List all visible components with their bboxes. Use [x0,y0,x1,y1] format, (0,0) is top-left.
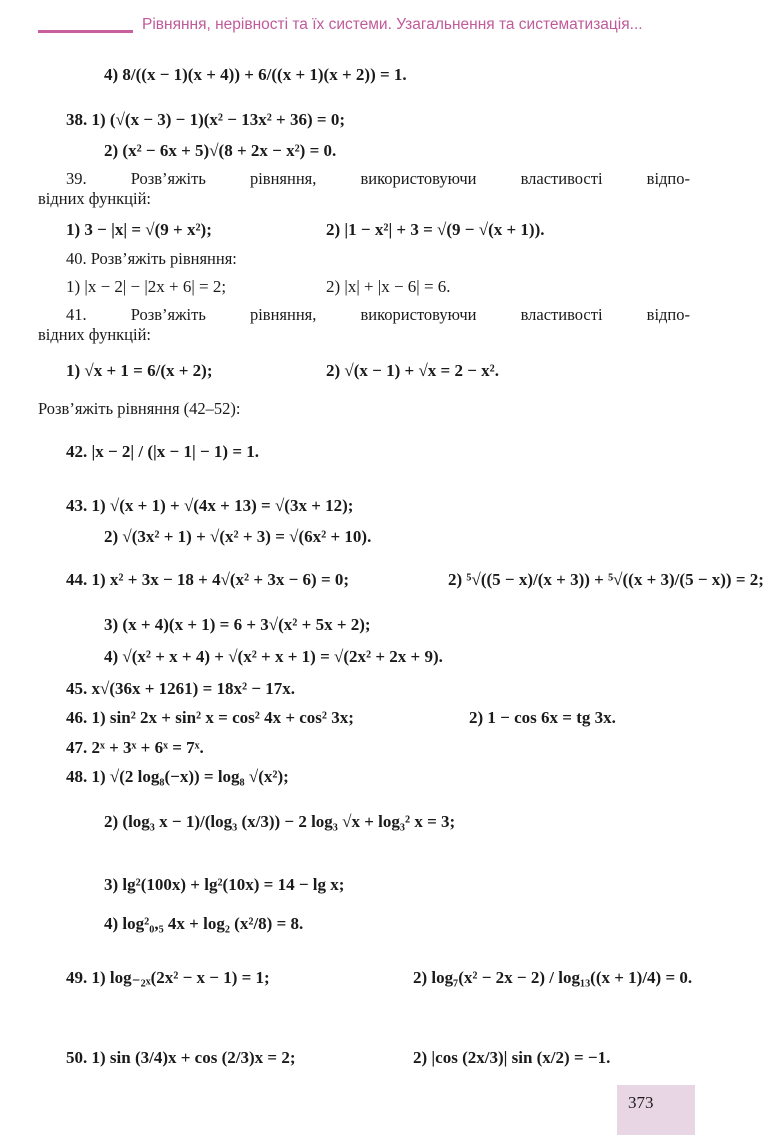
task-41-text: 41. Розв’яжіть рівняння, використовуючи властивості відпо- [66,305,690,324]
equation-39-2: 2) |1 − x²| + 3 = √(9 − √(x + 1)). [326,220,545,239]
equation-47: 47. 2ˣ + 3ˣ + 6ˣ = 7ˣ. [66,738,204,757]
equation-50-2: 2) |cos (2x/3)| sin (x/2) = −1. [413,1048,611,1067]
equation-38-1: 38. 1) (√(x − 3) − 1)(x² − 13x² + 36) = 0; [66,110,345,129]
equation-49-1: 49. 1) log₋₂ₓ(2x² − x − 1) = 1; [66,968,270,987]
task-40-text: 40. Розв’яжіть рівняння: [66,249,237,268]
equation-46-1: 46. 1) sin² 2x + sin² x = cos² 4x + cos² 3x; [66,708,354,727]
equation-40-2: 2) |x| + |x − 6| = 6. [326,277,451,296]
equation-48-4: 4) log²₀,₅ 4x + log₂ (x²/8) = 8. [104,914,304,933]
equation-44-2: 2) ⁵√((5 − x)/(x + 3)) + ⁵√((x + 3)/(5 − x)) = 2; [448,570,764,589]
task-39-text: 39. Розв’яжіть рівняння, використовуючи властивості відпо- [66,169,690,188]
equation-49-2: 2) log₇(x² − 2x − 2) / log₁₃((x + 1)/4) = 0. [413,968,693,987]
equation-42: 42. |x − 2| / (|x − 1| − 1) = 1. [66,442,260,461]
equation-44-4: 4) √(x² + x + 4) + √(x² + x + 1) = √(2x² + 2x + 9). [104,647,443,666]
equation-48-1: 48. 1) √(2 log₈(−x)) = log₈ √(x²); [66,767,289,786]
equation-44-3: 3) (x + 4)(x + 1) = 6 + 3√(x² + 5x + 2); [104,615,371,634]
equation-37-4: 4) 8/((x − 1)(x + 4)) + 6/((x + 1)(x + 2)) = 1. [104,65,407,84]
equation-40-1: 1) |x − 2| − |2x + 6| = 2; [66,277,227,296]
equation-38-2: 2) (x² − 6x + 5)√(8 + 2x − x²) = 0. [104,141,337,160]
page-number: 373 [628,1093,654,1112]
equation-48-3: 3) lg²(100x) + lg²(10x) = 14 − lg x; [104,875,345,894]
task-41-text-cont: відних функцій: [38,325,152,344]
equation-48-2: 2) (log₃ x − 1)/(log₃ (x/3)) − 2 log₃ √x + log₃² x = 3; [104,812,456,831]
equation-41-1: 1) √x + 1 = 6/(x + 2); [66,361,213,380]
equation-46-2: 2) 1 − cos 6x = tg 3x. [469,708,616,727]
equation-43-2: 2) √(3x² + 1) + √(x² + 3) = √(6x² + 10). [104,527,372,546]
equation-41-2: 2) √(x − 1) + √x = 2 − x². [326,361,499,380]
section-instruction: Розв’яжіть рівняння (42–52): [38,399,241,418]
equation-45: 45. x√(36x + 1261) = 18x² − 17x. [66,679,296,698]
header-rule [38,30,133,33]
equation-50-1: 50. 1) sin (3/4)x + cos (2/3)x = 2; [66,1048,296,1067]
equation-43-1: 43. 1) √(x + 1) + √(4x + 13) = √(3x + 12); [66,496,354,515]
task-39-text-cont: відних функцій: [38,189,152,208]
equation-44-1: 44. 1) x² + 3x − 18 + 4√(x² + 3x − 6) = 0; [66,570,350,589]
equation-39-1: 1) 3 − |x| = √(9 + x²); [66,220,212,239]
page-header-title: Рівняння, нерівності та їх системи. Узагальнення та систематизація... [142,16,643,33]
